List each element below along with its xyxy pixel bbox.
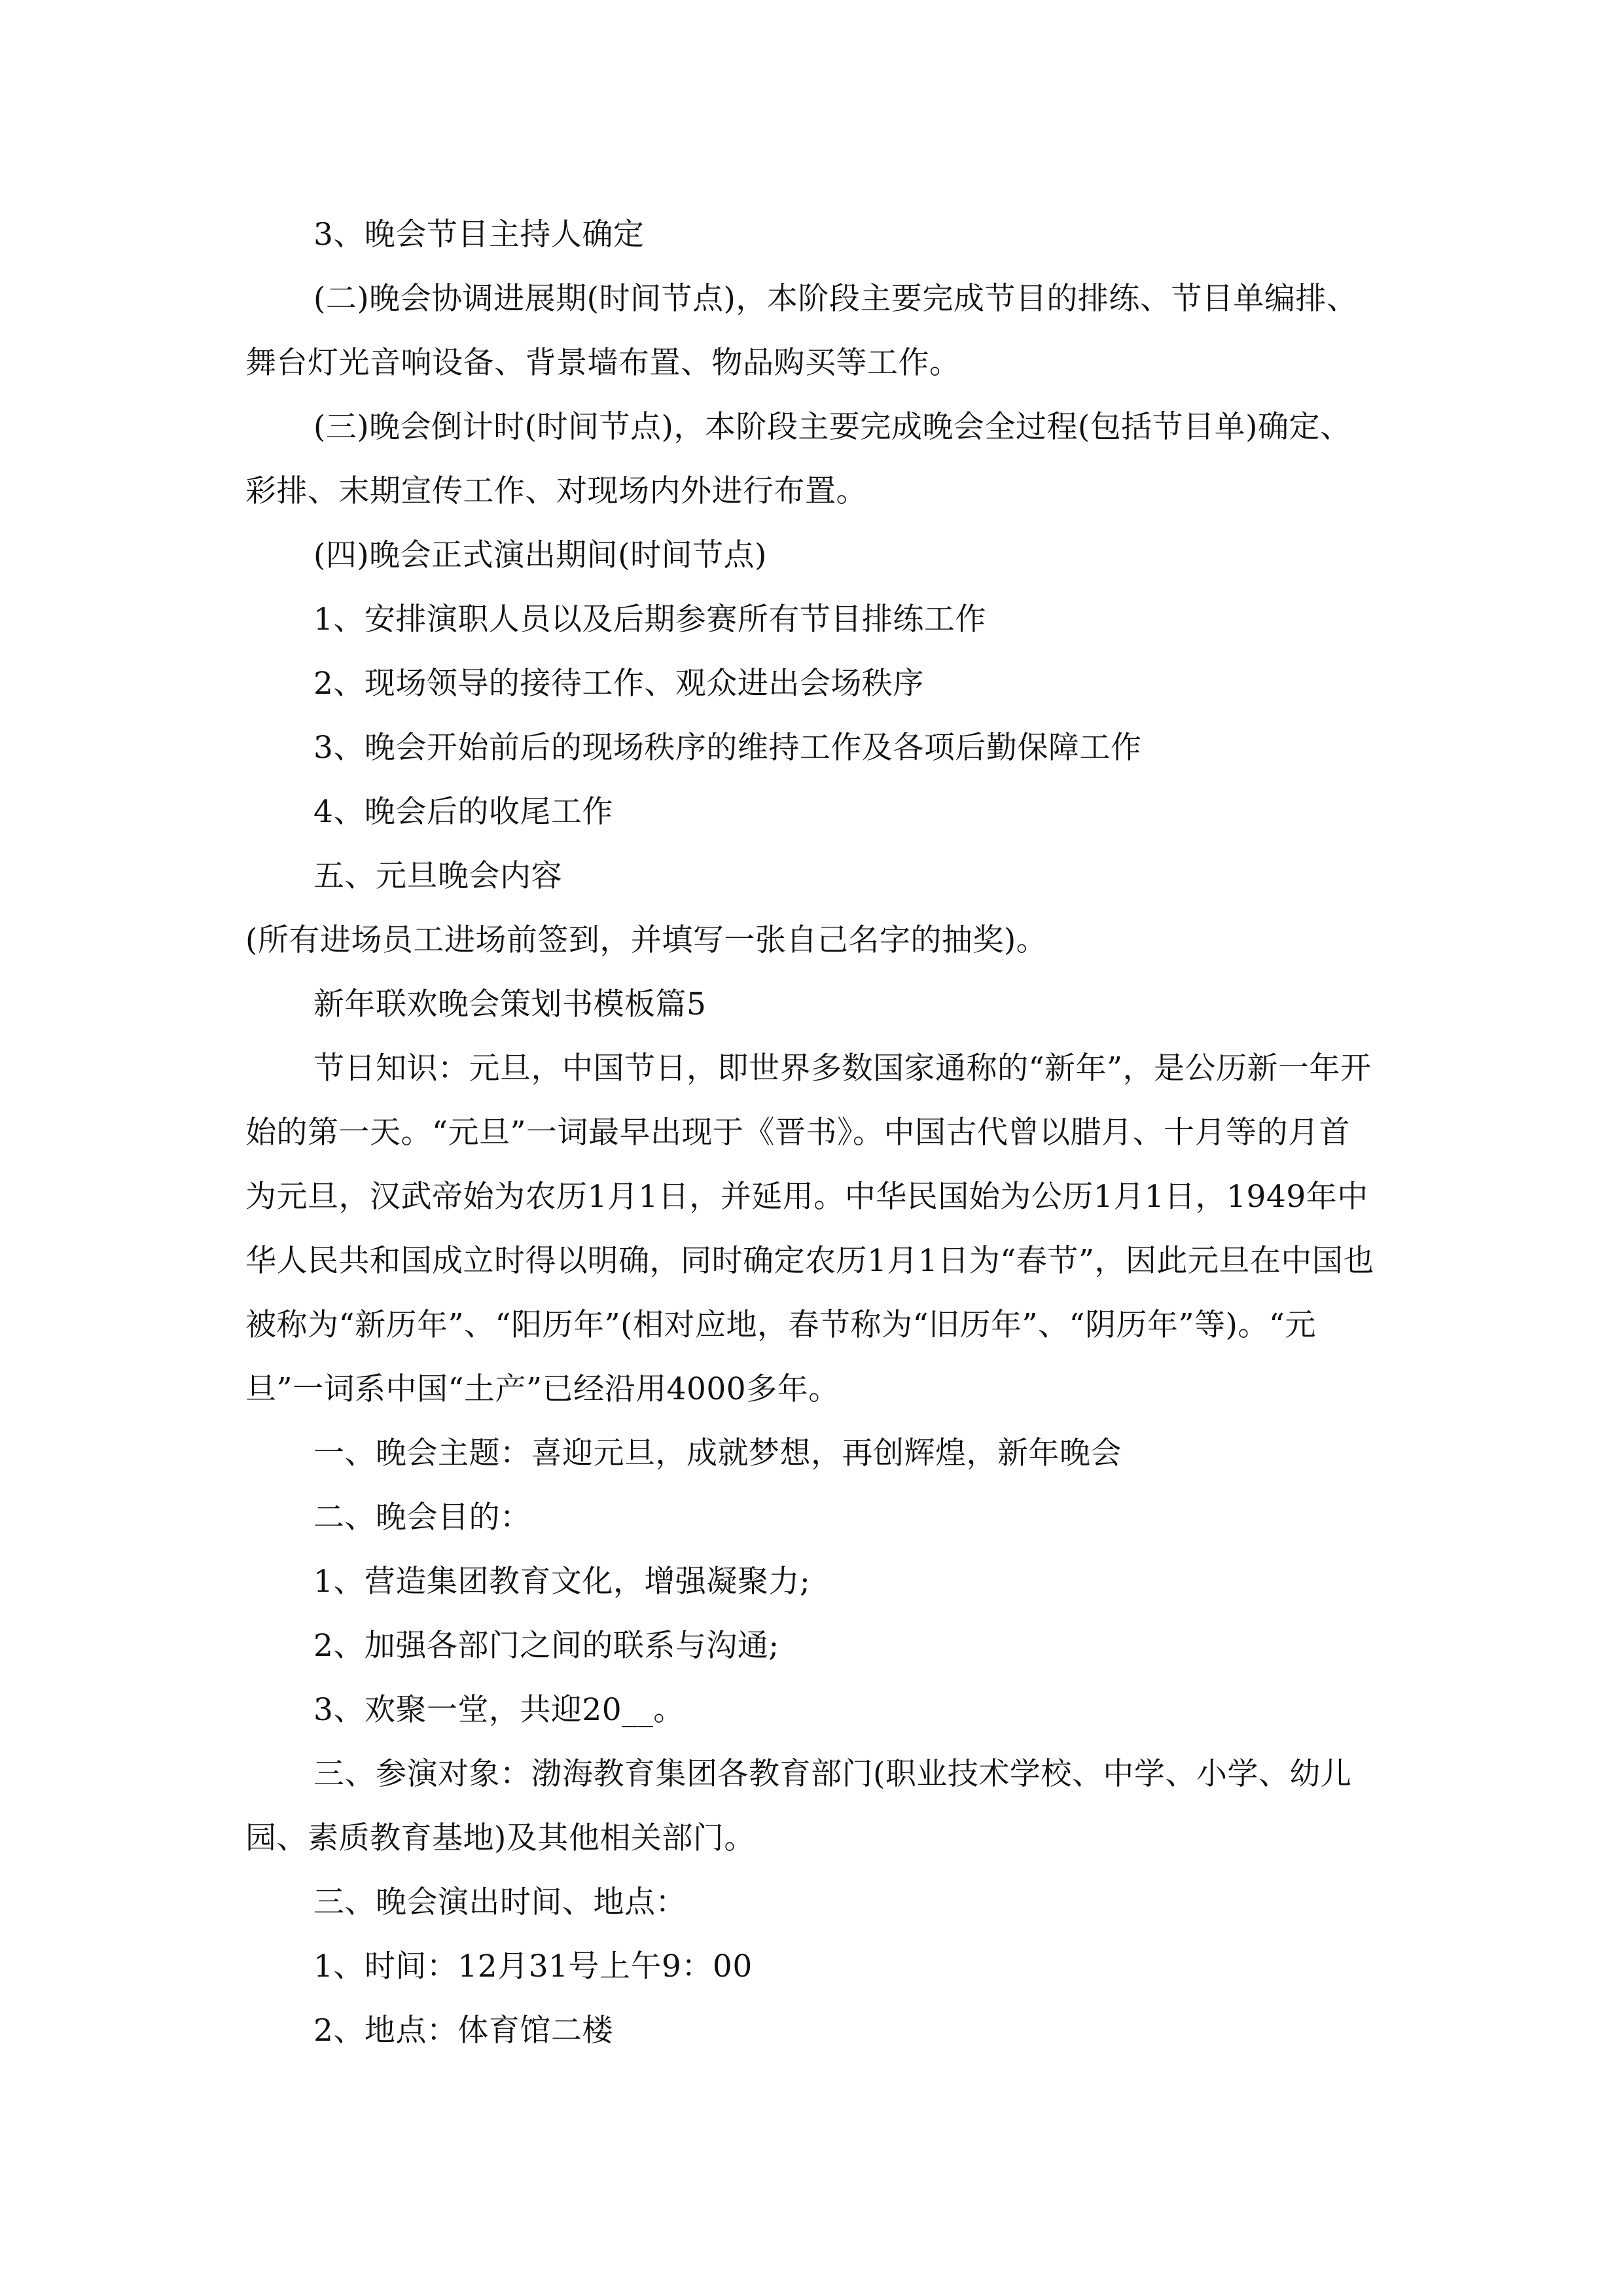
heading-party-theme: 一、晚会主题：喜迎元旦，成就梦想，再创辉煌，新年晚会 [313,1435,1122,1471]
paragraph-participants: 三、参演对象：渤海教育集团各教育部门(职业技术学校、中学、小学、幼儿园、素质教育基地)及其他相关部门。 [245,1756,1352,1856]
heading-party-content: 五、元旦晚会内容 [313,858,562,894]
section-title-template-5: 新年联欢晚会策划书模板篇5 [313,986,707,1022]
list-item-place: 2、地点：体育馆二楼 [313,2013,613,2049]
list-item-culture: 1、营造集团教育文化，增强凝聚力; [313,1564,811,1600]
list-item-reception: 2、现场领导的接待工作、观众进出会场秩序 [313,666,924,702]
paragraph-coordination-phase: (二)晚会协调进展期(时间节点)，本阶段主要完成节目的排练、节目单编排、舞台灯光音响设备、背景墙布置、物品购买等工作。 [245,281,1358,381]
heading-party-purpose: 二、晚会目的： [313,1499,531,1535]
paragraph-countdown-phase: (三)晚会倒计时(时间节点)，本阶段主要完成晚会全过程(包括节目单)确定、彩排、末期宣传工作、对现场内外进行布置。 [245,409,1351,509]
heading-time-place: 三、晚会演出时间、地点： [313,1884,687,1920]
list-item-time: 1、时间：12月31号上午9：00 [313,1948,753,1984]
list-item-gathering: 3、欢聚一堂，共迎20__。 [313,1692,685,1728]
list-item-order-logistics: 3、晚会开始前后的现场秩序的维持工作及各项后勤保障工作 [313,730,1142,766]
document-body [245,203,1381,2063]
paragraph-sign-in-note: (所有进场员工进场前签到，并填写一张自己名字的抽奖)。 [245,922,1048,958]
heading-performance-period: (四)晚会正式演出期间(时间节点) [313,537,767,573]
paragraph-holiday-knowledge: 节日知识：元旦，中国节日，即世界多数国家通称的“新年”，是公历新一年开始的第一天。“元旦”一词最早出现于《晋书》。中国古代曾以腊月、十月等的月首为元旦，汉武帝始为农历1月1日，并延用。中华民国始为公历1月1日，1949年中华人民共和国成立时得以明确，同时确定农历1月1日为“春节”，因此元旦在中国也被称为“新历年”、“阳历年”(相对应地，春节称为“旧历年”、“阴历年”等)。“元旦”一词系中国“土产”已经沿用4000多年。 [245,1050,1374,1407]
list-item-communication: 2、加强各部门之间的联系与沟通; [313,1628,779,1664]
list-item-wrap-up: 4、晚会后的收尾工作 [313,794,613,830]
list-item-arrange-staff: 1、安排演职人员以及后期参赛所有节目排练工作 [313,601,986,637]
list-item-host: 3、晚会节目主持人确定 [313,217,645,253]
